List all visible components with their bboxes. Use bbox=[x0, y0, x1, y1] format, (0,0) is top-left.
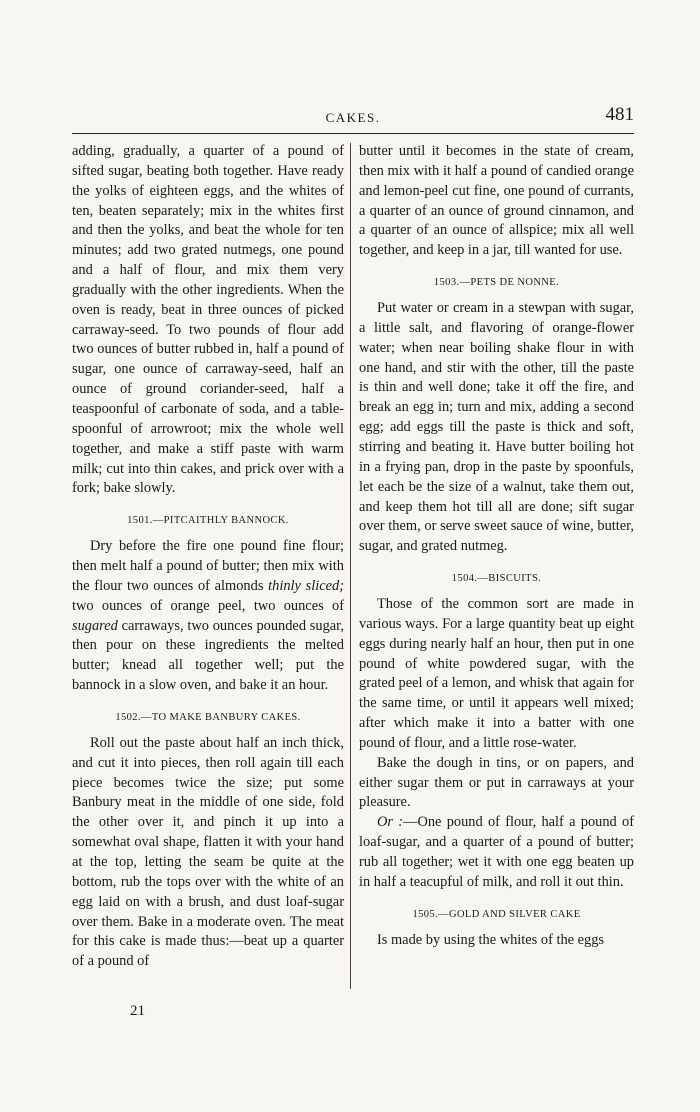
running-head: CAKES. bbox=[325, 110, 381, 125]
recipe-1502-continuation: butter until it becomes in the state of cream, then mix with it half a pound of candied orange and lemon-peel cut fine, one pound of currants, a quarter of an ounce of ground cinnamon, and a quarter of an ounce of allspice; mix all well together, and keep in a jar, till wanted for use. bbox=[359, 143, 634, 259]
page-number: 481 bbox=[605, 104, 634, 125]
recipe-1504-or-label: Or : bbox=[377, 814, 404, 831]
page-header bbox=[72, 104, 634, 130]
recipe-1500-continuation: adding, gradually, a quarter of a pound of sifted sugar, beating both together. Have ready the yolks of eighteen eggs, and the whites of ten, beaten separately; mix in the whites first and then the yolks, and beat the whole for ten minutes; add two grated nutmegs, one pound and a half of flour, and mix them very gradually with the other ingredients. When the oven is ready, beat in three ounces of picked carraway-seed. To two pounds of flour add two ounces of butter rubbed in, half a pound of sugar, one ounce of carraway-seed, half an ounce of ground coriander-seed, half a teaspoonful of carbonate of soda, and a table-spoonful of arrowroot; mix the whole well together, and make a stiff paste with warm milk; cut into thin cakes, and prick over with a fork; bake slowly. bbox=[72, 143, 344, 497]
column-divider bbox=[350, 143, 351, 989]
recipe-1501-text-a: Dry before the fire one pound fine flour; then melt half a pound of butter; then mix with the flour two ounces of almonds bbox=[72, 538, 344, 594]
recipe-1501-text-c: carraways, two ounces pounded sugar, then pour on these ingredients the melted butter; knead all together well; put the bannock in a slow oven, and bake it an hour. bbox=[72, 617, 344, 694]
recipe-1504-text-3 bbox=[359, 813, 634, 892]
recipe-1502-text: Roll out the paste about half an inch thick, and cut it into pieces, then roll again till each piece becomes twice the size; put some Banbury meat in the middle of one side, fold the other over it, and pinch it up into a somewhat oval shape, flatten it with your hand at the top, letting the seam be quite at the bottom, rub the tops over with the white of an egg laid on with a brush, and dust loaf-sugar over them. Bake in a moderate oven. The meat for this cake is made thus:—beat up a quarter of a pound of bbox=[72, 734, 344, 970]
recipe-1504-text-3-body: —One pound of flour, half a pound of loaf-sugar, and a quarter of a pound of butter; rub all together; wet it with one egg beaten up in half a teacupful of milk, and roll it out thin. bbox=[359, 814, 634, 890]
header-rule bbox=[72, 133, 634, 134]
recipe-1505-text: Is made by using the whites of the eggs bbox=[377, 931, 605, 948]
heading-1504: 1504.—BISCUITS. bbox=[451, 573, 542, 585]
recipe-1501-emphasis-2: sugared bbox=[72, 617, 118, 634]
recipe-1501-text-b: two ounces of orange peel, two ounces of bbox=[72, 597, 344, 614]
heading-1502: 1502.—TO MAKE BANBURY CAKES. bbox=[115, 711, 301, 723]
signature-mark: 21 bbox=[130, 1003, 145, 1019]
recipe-1504-text-1: Those of the common sort are made in various ways. For a large quantity beat up eight eggs during nearly half an hour, then put in one pound of white powdered sugar, with the grated peel of a lemon, and whisk that again for the same time, or until it appears well mixed; after which make it into a batter with one pound of flour, and a little rose-water. bbox=[359, 596, 634, 751]
heading-1503: 1503.—PETS DE NONNE. bbox=[433, 277, 560, 289]
right-column bbox=[359, 142, 634, 951]
heading-1505: 1505.—GOLD AND SILVER CAKE bbox=[412, 908, 581, 920]
recipe-1501-text bbox=[72, 537, 344, 696]
heading-1501: 1501.—PITCAITHLY BANNOCK. bbox=[127, 515, 289, 527]
left-column bbox=[72, 142, 344, 972]
recipe-1503-text: Put water or cream in a stewpan with sugar, a little salt, and flavoring of orange-flower water; when near boiling shake flour in with one hand, and stir with the other, till the paste is thin and well done; take it off the fire, and break an egg in; turn and mix, adding a second egg; add eggs till the paste is thick and soft, stirring and beating it. Have butter boiling hot in a frying pan, drop in the paste by spoonfuls, let each be the size of a walnut, take them out, and keep them hot till all are done; sift sugar over them, or serve sweet sauce of wine, butter, sugar, and grated nutmeg. bbox=[359, 300, 634, 555]
recipe-1504-text-2: Bake the dough in tins, or on papers, and either sugar them or put in carraways at your pleasure. bbox=[359, 754, 634, 811]
recipe-1501-emphasis-1: thinly sliced; bbox=[268, 577, 344, 594]
